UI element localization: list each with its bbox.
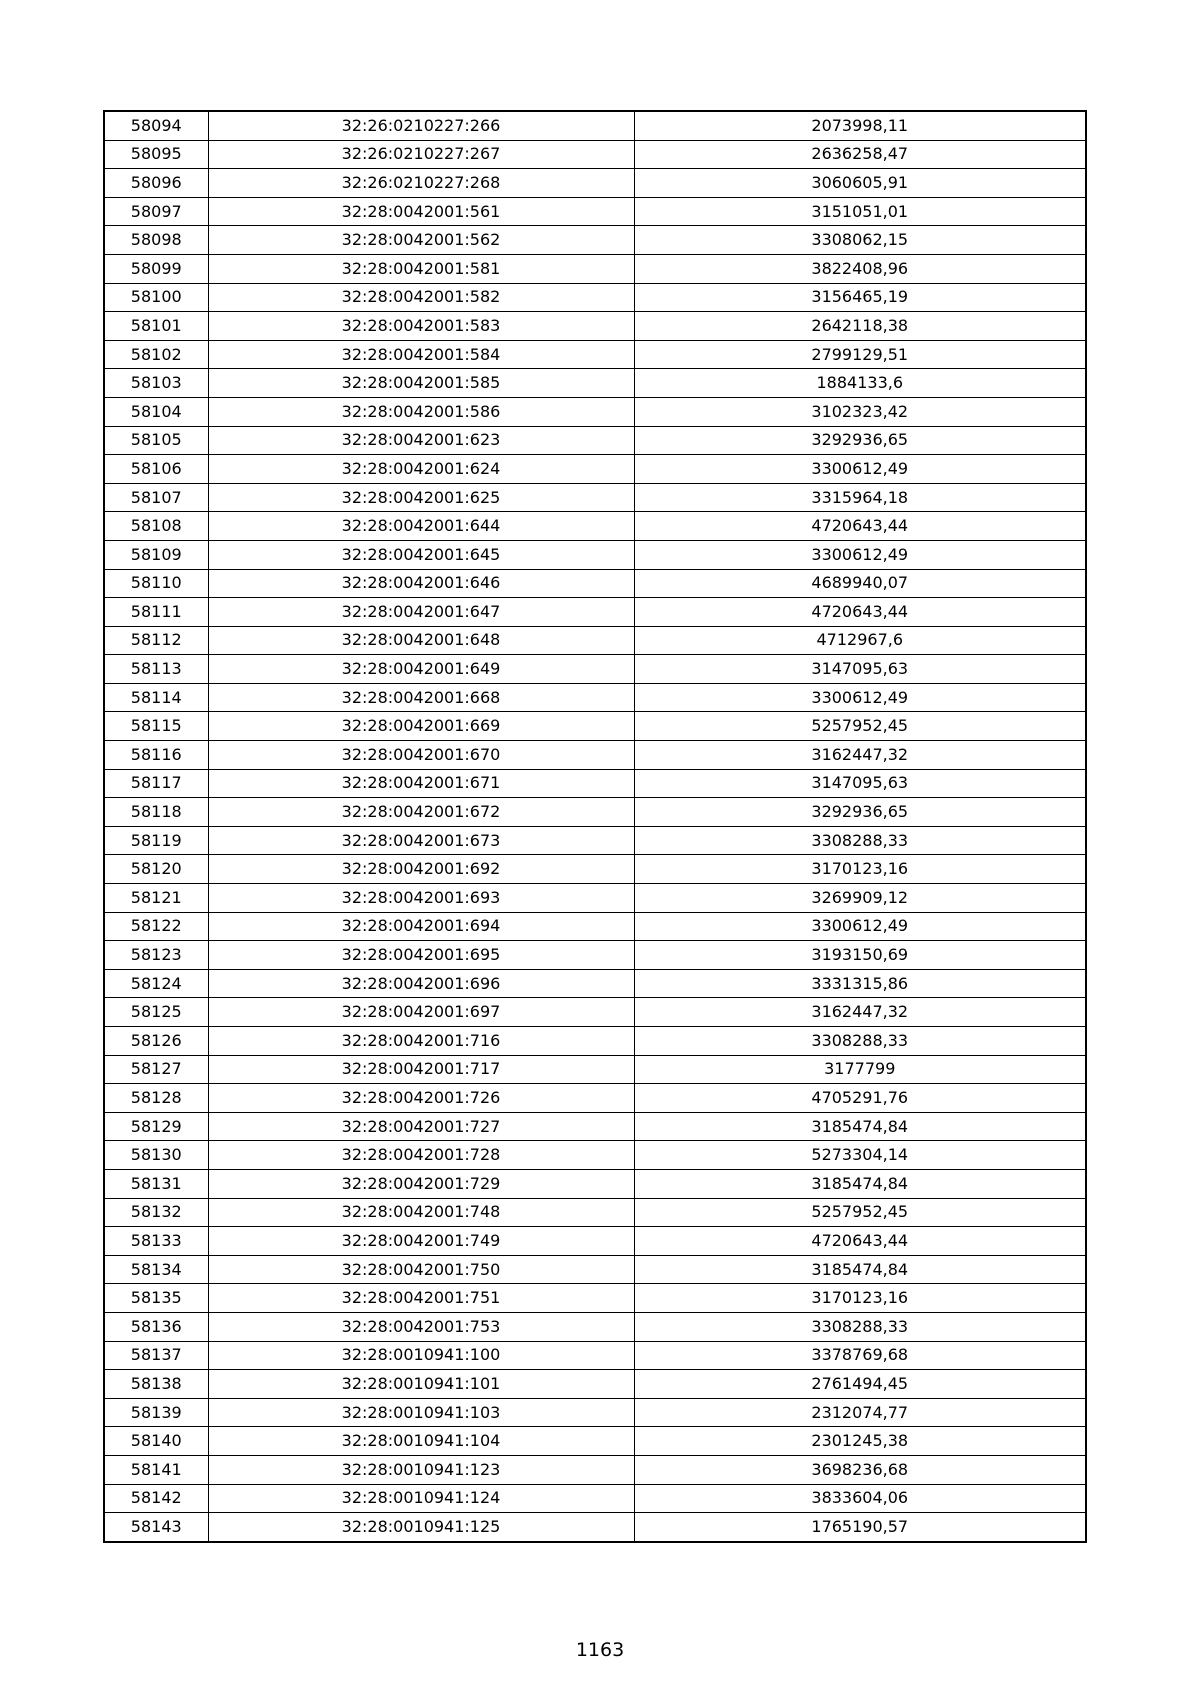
table-row: [104, 197, 1086, 226]
cadastral-number-cell: 32:28:0042001:582: [208, 283, 634, 312]
table-body: [104, 111, 1086, 1542]
row-number-cell: 58129: [104, 1112, 208, 1141]
row-number-cell: 58106: [104, 455, 208, 484]
table-row: [104, 741, 1086, 770]
table-row: [104, 655, 1086, 684]
row-number-cell: 58101: [104, 312, 208, 341]
cadastral-number-cell: 32:28:0042001:649: [208, 655, 634, 684]
cadastral-number-cell: 32:28:0010941:123: [208, 1455, 634, 1484]
table-row: [104, 1141, 1086, 1170]
cadastral-value-cell: 2073998,11: [634, 111, 1086, 140]
cadastral-value-cell: 3331315,86: [634, 969, 1086, 998]
cadastral-number-cell: 32:28:0042001:562: [208, 226, 634, 255]
page-number: 1163: [575, 1639, 625, 1661]
cadastral-value-cell: 3170123,16: [634, 855, 1086, 884]
cadastral-number-cell: 32:28:0042001:697: [208, 998, 634, 1027]
table-row: [104, 1255, 1086, 1284]
cadastral-value-cell: 3156465,19: [634, 283, 1086, 312]
row-number-cell: 58141: [104, 1455, 208, 1484]
cadastral-value-cell: 3308288,33: [634, 826, 1086, 855]
cadastral-value-cell: 4712967,6: [634, 626, 1086, 655]
row-number-cell: 58109: [104, 540, 208, 569]
row-number-cell: 58121: [104, 884, 208, 913]
row-number-cell: 58115: [104, 712, 208, 741]
row-number-cell: 58138: [104, 1370, 208, 1399]
cadastral-value-cell: 3315964,18: [634, 483, 1086, 512]
cadastral-number-cell: 32:28:0042001:695: [208, 941, 634, 970]
cadastral-number-cell: 32:28:0042001:729: [208, 1169, 634, 1198]
cadastral-number-cell: 32:28:0042001:623: [208, 426, 634, 455]
row-number-cell: 58103: [104, 369, 208, 398]
cadastral-number-cell: 32:28:0042001:645: [208, 540, 634, 569]
table-row: [104, 169, 1086, 198]
row-number-cell: 58098: [104, 226, 208, 255]
row-number-cell: 58136: [104, 1312, 208, 1341]
table-row: [104, 826, 1086, 855]
table-row: [104, 1284, 1086, 1313]
cadastral-number-cell: 32:28:0042001:585: [208, 369, 634, 398]
cadastral-value-cell: 3193150,69: [634, 941, 1086, 970]
row-number-cell: 58127: [104, 1055, 208, 1084]
cadastral-value-cell: 3292936,65: [634, 798, 1086, 827]
table-row: [104, 369, 1086, 398]
cadastral-value-cell: 2312074,77: [634, 1398, 1086, 1427]
table-row: [104, 1398, 1086, 1427]
cadastral-value-cell: 1884133,6: [634, 369, 1086, 398]
table-row: [104, 1484, 1086, 1513]
row-number-cell: 58102: [104, 340, 208, 369]
cadastral-number-cell: 32:28:0042001:669: [208, 712, 634, 741]
table-row: [104, 598, 1086, 627]
cadastral-value-cell: 3300612,49: [634, 683, 1086, 712]
row-number-cell: 58132: [104, 1198, 208, 1227]
cadastral-value-cell: 3300612,49: [634, 912, 1086, 941]
cadastral-number-cell: 32:28:0010941:101: [208, 1370, 634, 1399]
cadastral-number-cell: 32:28:0042001:648: [208, 626, 634, 655]
cadastral-value-cell: 3170123,16: [634, 1284, 1086, 1313]
cadastral-number-cell: 32:28:0042001:750: [208, 1255, 634, 1284]
row-number-cell: 58125: [104, 998, 208, 1027]
cadastral-number-cell: 32:28:0042001:625: [208, 483, 634, 512]
table-row: [104, 283, 1086, 312]
cadastral-number-cell: 32:28:0042001:647: [208, 598, 634, 627]
row-number-cell: 58097: [104, 197, 208, 226]
row-number-cell: 58104: [104, 397, 208, 426]
cadastral-value-cell: 3151051,01: [634, 197, 1086, 226]
row-number-cell: 58142: [104, 1484, 208, 1513]
cadastral-value-cell: 3308062,15: [634, 226, 1086, 255]
row-number-cell: 58134: [104, 1255, 208, 1284]
cadastral-number-cell: 32:28:0010941:124: [208, 1484, 634, 1513]
cadastral-value-cell: 3162447,32: [634, 998, 1086, 1027]
cadastral-value-cell: 4720643,44: [634, 1227, 1086, 1256]
table-row: [104, 1455, 1086, 1484]
table-row: [104, 912, 1086, 941]
row-number-cell: 58126: [104, 1027, 208, 1056]
cadastral-value-cell: 3269909,12: [634, 884, 1086, 913]
cadastral-value-cell: 3292936,65: [634, 426, 1086, 455]
cadastral-number-cell: 32:28:0042001:671: [208, 769, 634, 798]
table-row: [104, 340, 1086, 369]
row-number-cell: 58120: [104, 855, 208, 884]
cadastral-number-cell: 32:28:0042001:584: [208, 340, 634, 369]
cadastral-number-cell: 32:28:0010941:103: [208, 1398, 634, 1427]
cadastral-value-cell: 3185474,84: [634, 1169, 1086, 1198]
table-row: [104, 769, 1086, 798]
row-number-cell: 58122: [104, 912, 208, 941]
cadastral-value-cell: 3177799: [634, 1055, 1086, 1084]
cadastral-value-cell: 2301245,38: [634, 1427, 1086, 1456]
row-number-cell: 58124: [104, 969, 208, 998]
row-number-cell: 58131: [104, 1169, 208, 1198]
cadastral-value-cell: 3185474,84: [634, 1255, 1086, 1284]
cadastral-value-cell: 3102323,42: [634, 397, 1086, 426]
table-row: [104, 884, 1086, 913]
cadastral-number-cell: 32:28:0042001:673: [208, 826, 634, 855]
row-number-cell: 58117: [104, 769, 208, 798]
table-row: [104, 397, 1086, 426]
table-row: [104, 140, 1086, 169]
row-number-cell: 58123: [104, 941, 208, 970]
table-row: [104, 1513, 1086, 1542]
row-number-cell: 58137: [104, 1341, 208, 1370]
cadastral-number-cell: 32:28:0042001:726: [208, 1084, 634, 1113]
cadastral-number-cell: 32:28:0042001:583: [208, 312, 634, 341]
cadastral-number-cell: 32:28:0042001:581: [208, 254, 634, 283]
row-number-cell: 58143: [104, 1513, 208, 1542]
row-number-cell: 58133: [104, 1227, 208, 1256]
table-row: [104, 1370, 1086, 1399]
table-row: [104, 1312, 1086, 1341]
row-number-cell: 58094: [104, 111, 208, 140]
cadastral-number-cell: 32:28:0042001:624: [208, 455, 634, 484]
table-row: [104, 426, 1086, 455]
cadastral-number-cell: 32:28:0042001:716: [208, 1027, 634, 1056]
table-row: [104, 1427, 1086, 1456]
row-number-cell: 58112: [104, 626, 208, 655]
row-number-cell: 58100: [104, 283, 208, 312]
row-number-cell: 58130: [104, 1141, 208, 1170]
table-row: [104, 855, 1086, 884]
table-row: [104, 941, 1086, 970]
cadastral-number-cell: 32:28:0010941:104: [208, 1427, 634, 1456]
table-row: [104, 540, 1086, 569]
cadastral-value-cell: 2799129,51: [634, 340, 1086, 369]
row-number-cell: 58139: [104, 1398, 208, 1427]
cadastral-value-cell: 3185474,84: [634, 1112, 1086, 1141]
cadastral-number-cell: 32:28:0042001:696: [208, 969, 634, 998]
cadastral-number-cell: 32:28:0042001:748: [208, 1198, 634, 1227]
cadastral-number-cell: 32:28:0042001:717: [208, 1055, 634, 1084]
cadastral-value-cell: 1765190,57: [634, 1513, 1086, 1542]
row-number-cell: 58116: [104, 741, 208, 770]
cadastral-value-cell: 4705291,76: [634, 1084, 1086, 1113]
table-row: [104, 483, 1086, 512]
cadastral-number-cell: 32:26:0210227:267: [208, 140, 634, 169]
cadastral-value-cell: 5257952,45: [634, 1198, 1086, 1227]
table-row: [104, 1198, 1086, 1227]
cadastral-value-cell: 3147095,63: [634, 769, 1086, 798]
cadastral-number-cell: 32:28:0042001:728: [208, 1141, 634, 1170]
cadastral-value-cell: 4689940,07: [634, 569, 1086, 598]
table-row: [104, 111, 1086, 140]
table-row: [104, 1341, 1086, 1370]
table-row: [104, 1112, 1086, 1141]
cadastral-number-cell: 32:28:0042001:694: [208, 912, 634, 941]
cadastral-value-cell: 2642118,38: [634, 312, 1086, 341]
cadastral-value-cell: 3162447,32: [634, 741, 1086, 770]
cadastral-value-cell: 4720643,44: [634, 598, 1086, 627]
cadastral-number-cell: 32:28:0042001:586: [208, 397, 634, 426]
row-number-cell: 58107: [104, 483, 208, 512]
row-number-cell: 58110: [104, 569, 208, 598]
cadastral-number-cell: 32:28:0042001:561: [208, 197, 634, 226]
row-number-cell: 58128: [104, 1084, 208, 1113]
table-row: [104, 1084, 1086, 1113]
cadastral-value-cell: 3147095,63: [634, 655, 1086, 684]
row-number-cell: 58095: [104, 140, 208, 169]
row-number-cell: 58111: [104, 598, 208, 627]
cadastral-value-table: [103, 110, 1087, 1543]
row-number-cell: 58118: [104, 798, 208, 827]
cadastral-value-cell: 4720643,44: [634, 512, 1086, 541]
table-row: [104, 712, 1086, 741]
cadastral-number-cell: 32:28:0042001:751: [208, 1284, 634, 1313]
cadastral-value-cell: 3833604,06: [634, 1484, 1086, 1513]
table-row: [104, 312, 1086, 341]
cadastral-value-cell: 3300612,49: [634, 455, 1086, 484]
table-row: [104, 455, 1086, 484]
table-row: [104, 683, 1086, 712]
table-row: [104, 798, 1086, 827]
cadastral-value-cell: 2636258,47: [634, 140, 1086, 169]
cadastral-value-cell: 3822408,96: [634, 254, 1086, 283]
row-number-cell: 58113: [104, 655, 208, 684]
cadastral-value-cell: 3698236,68: [634, 1455, 1086, 1484]
cadastral-number-cell: 32:28:0010941:125: [208, 1513, 634, 1542]
row-number-cell: 58135: [104, 1284, 208, 1313]
cadastral-value-cell: 3378769,68: [634, 1341, 1086, 1370]
table-row: [104, 998, 1086, 1027]
cadastral-number-cell: 32:26:0210227:266: [208, 111, 634, 140]
cadastral-value-cell: 3308288,33: [634, 1027, 1086, 1056]
table-row: [104, 969, 1086, 998]
table-row: [104, 254, 1086, 283]
table-row: [104, 512, 1086, 541]
cadastral-number-cell: 32:28:0042001:668: [208, 683, 634, 712]
cadastral-value-cell: 5257952,45: [634, 712, 1086, 741]
cadastral-number-cell: 32:28:0042001:644: [208, 512, 634, 541]
row-number-cell: 58099: [104, 254, 208, 283]
cadastral-value-cell: 3308288,33: [634, 1312, 1086, 1341]
row-number-cell: 58140: [104, 1427, 208, 1456]
table-row: [104, 1227, 1086, 1256]
cadastral-number-cell: 32:28:0042001:646: [208, 569, 634, 598]
cadastral-number-cell: 32:28:0042001:693: [208, 884, 634, 913]
row-number-cell: 58096: [104, 169, 208, 198]
table-row: [104, 1169, 1086, 1198]
cadastral-number-cell: 32:28:0042001:670: [208, 741, 634, 770]
cadastral-value-cell: 3300612,49: [634, 540, 1086, 569]
cadastral-number-cell: 32:28:0042001:672: [208, 798, 634, 827]
cadastral-number-cell: 32:28:0042001:753: [208, 1312, 634, 1341]
table-row: [104, 626, 1086, 655]
cadastral-value-cell: 5273304,14: [634, 1141, 1086, 1170]
row-number-cell: 58119: [104, 826, 208, 855]
row-number-cell: 58108: [104, 512, 208, 541]
table-row: [104, 226, 1086, 255]
cadastral-number-cell: 32:28:0042001:692: [208, 855, 634, 884]
row-number-cell: 58114: [104, 683, 208, 712]
table-row: [104, 569, 1086, 598]
cadastral-number-cell: 32:28:0042001:749: [208, 1227, 634, 1256]
cadastral-value-cell: 3060605,91: [634, 169, 1086, 198]
table-row: [104, 1027, 1086, 1056]
table-row: [104, 1055, 1086, 1084]
cadastral-number-cell: 32:26:0210227:268: [208, 169, 634, 198]
cadastral-number-cell: 32:28:0010941:100: [208, 1341, 634, 1370]
row-number-cell: 58105: [104, 426, 208, 455]
cadastral-number-cell: 32:28:0042001:727: [208, 1112, 634, 1141]
cadastral-value-cell: 2761494,45: [634, 1370, 1086, 1399]
